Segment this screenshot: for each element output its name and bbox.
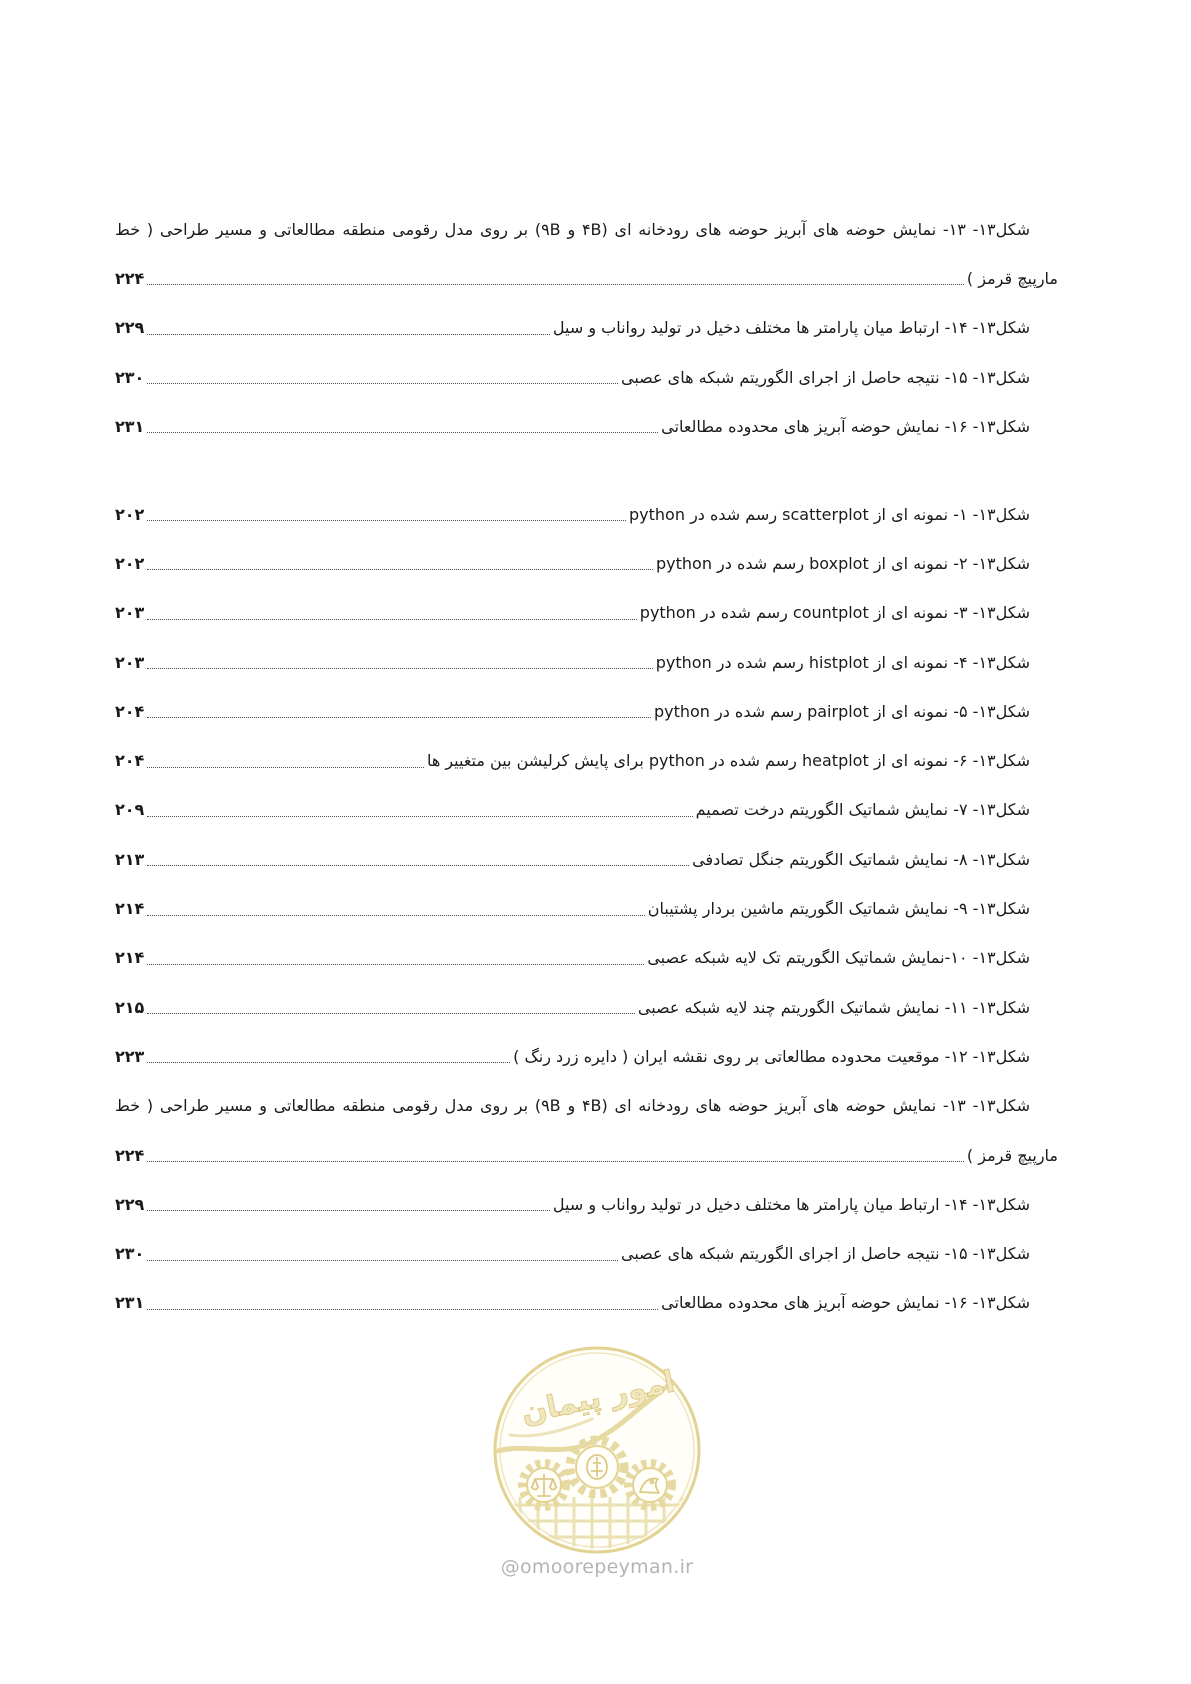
page-number: ۲۰۴ [115,751,145,771]
page-number: ۲۰۹ [115,800,145,820]
figure-entry-16 [115,1279,1058,1328]
figure-caption: شکل۱۳- ۱۳- نمایش حوضه های آبریز حوضه های رودخانه ای (۴B و ۹B) بر روی مدل رقومی منطقه مطالعاتی و مسیر طراحی ( خط [115,1096,1030,1116]
page-number: ۲۲۹ [115,1194,145,1214]
figure-caption: شکل۱۳- ۱۱- نمایش شماتیک الگوریتم چند لایه شبکه عصبی [637,997,1030,1017]
figure-entry-14 [115,1180,1058,1229]
figure-caption: شکل۱۳- ۴- نمونه ای از histplot رسم شده در python [655,652,1030,672]
figure-entry-10 [115,934,1058,983]
figure-entry-13-line-2 [115,254,1058,303]
figure-entry-2 [115,539,1058,588]
figure-list-block-main [115,490,1058,1328]
figure-caption: شکل۱۳- ۱۳- نمایش حوضه های آبریز حوضه های رودخانه ای (۴B و ۹B) بر روی مدل رقومی منطقه مطالعاتی و مسیر طراحی ( خط [115,219,1030,239]
dot-leader [147,334,550,335]
page-number: ۲۰۴ [115,701,145,721]
page-number: ۲۰۲ [115,553,145,573]
dot-leader [147,717,651,718]
figure-entry-15 [115,1229,1058,1278]
page-number: ۲۲۴ [115,1145,145,1165]
figure-entry-14 [115,304,1058,353]
figure-entry-3 [115,589,1058,638]
dot-leader [147,865,689,866]
dot-leader [147,619,636,620]
page-number: ۲۳۰ [115,1244,145,1264]
figure-caption: شکل۱۳- ۱۴- ارتباط میان پارامتر ها مختلف دخیل در تولید رواناب و سیل [552,318,1030,338]
page-number: ۲۳۱ [115,1293,145,1313]
figure-entry-13-line-2 [115,1131,1058,1180]
logo-calligraphy-text: امور پیمان [518,1364,678,1432]
figure-entry-5 [115,687,1058,736]
figure-entry-4 [115,638,1058,687]
dot-leader [147,1013,635,1014]
dot-leader [147,1260,618,1261]
dot-leader [147,767,424,768]
figure-caption: شکل۱۳- ۱- نمونه ای از scatterplot رسم شده در python [629,504,1030,524]
page-number: ۲۰۳ [115,652,145,672]
watermark-logo [482,1335,712,1565]
dot-leader [147,915,645,916]
figure-caption: شکل۱۳- ۱۶- نمایش حوضه آبریز های محدوده مطالعاتی [661,1293,1030,1313]
figure-entry-12 [115,1032,1058,1081]
page-number: ۲۲۳ [115,1046,145,1066]
figure-entry-9 [115,884,1058,933]
figure-caption-continuation: مارپیچ قرمز ) [966,1145,1058,1165]
figure-entry-16 [115,402,1058,451]
figure-caption: شکل۱۳- ۲- نمونه ای از boxplot رسم شده در python [656,553,1030,573]
dot-leader [147,569,653,570]
dot-leader [147,964,644,965]
figure-caption: شکل۱۳- ۵- نمونه ای از pairplot رسم شده در python [653,701,1030,721]
page-number: ۲۱۵ [115,997,145,1017]
figure-caption: شکل۱۳- ۶- نمونه ای از heatplot رسم شده در python برای پایش کرلیشن بین متغییر ها [426,751,1030,771]
page-number: ۲۳۰ [115,367,145,387]
dot-leader [147,432,658,433]
dot-leader [147,1062,510,1063]
figure-caption: شکل۱۳- ۱۲- موقعیت محدوده مطالعاتی بر روی نقشه ایران ( دایره زرد رنگ ) [513,1046,1030,1066]
figure-caption: شکل۱۳- ۳- نمونه ای از countplot رسم شده در python [639,603,1030,623]
page-number: ۲۳۱ [115,416,145,436]
figure-caption: شکل۱۳- ۱۴- ارتباط میان پارامتر ها مختلف دخیل در تولید رواناب و سیل [552,1194,1030,1214]
watermark-url: @omoorepeyman.ir [500,1556,694,1578]
figure-entry-7 [115,786,1058,835]
figure-entry-15 [115,353,1058,402]
figure-caption: شکل۱۳- ۷- نمایش شماتیک الگوریتم درخت تصمیم [695,800,1030,820]
dot-leader [147,1161,964,1162]
dot-leader [147,284,964,285]
dot-leader [147,1309,658,1310]
figure-caption: شکل۱۳- ۱۶- نمایش حوضه آبریز های محدوده مطالعاتی [661,416,1030,436]
figure-caption: شکل۱۳- ۸- نمایش شماتیک الگوریتم جنگل تصادفی [692,849,1030,869]
dot-leader [147,816,692,817]
figure-entry-1 [115,490,1058,539]
dot-leader [147,520,626,521]
figure-entry-13-line-1 [115,205,1058,254]
figure-caption: شکل۱۳- ۹- نمایش شماتیک الگوریتم ماشین بردار پشتیبان [647,899,1030,919]
page-number: ۲۰۲ [115,504,145,524]
page-number: ۲۱۴ [115,899,145,919]
figure-caption: شکل۱۳- ۱۵- نتیجه حاصل از اجرای الگوریتم شبکه های عصبی [621,367,1030,387]
figure-entry-8 [115,835,1058,884]
dot-leader [147,1210,550,1211]
figure-entry-6 [115,736,1058,785]
figure-caption-continuation: مارپیچ قرمز ) [966,268,1058,288]
page-number: ۲۱۳ [115,849,145,869]
page-number: ۲۰۳ [115,603,145,623]
page-number: ۲۲۹ [115,318,145,338]
figure-entry-11 [115,983,1058,1032]
figure-caption: شکل۱۳- ۱۵- نتیجه حاصل از اجرای الگوریتم شبکه های عصبی [621,1244,1030,1264]
figure-caption: شکل۱۳- ۱۰-نمایش شماتیک الگوریتم تک لایه شبکه عصبی [647,948,1030,968]
page-number: ۲۱۴ [115,948,145,968]
dot-leader [147,383,618,384]
figure-entry-13-line-1 [115,1082,1058,1131]
dot-leader [147,668,652,669]
page-number: ۲۲۴ [115,268,145,288]
figure-list-block-top [115,205,1058,451]
